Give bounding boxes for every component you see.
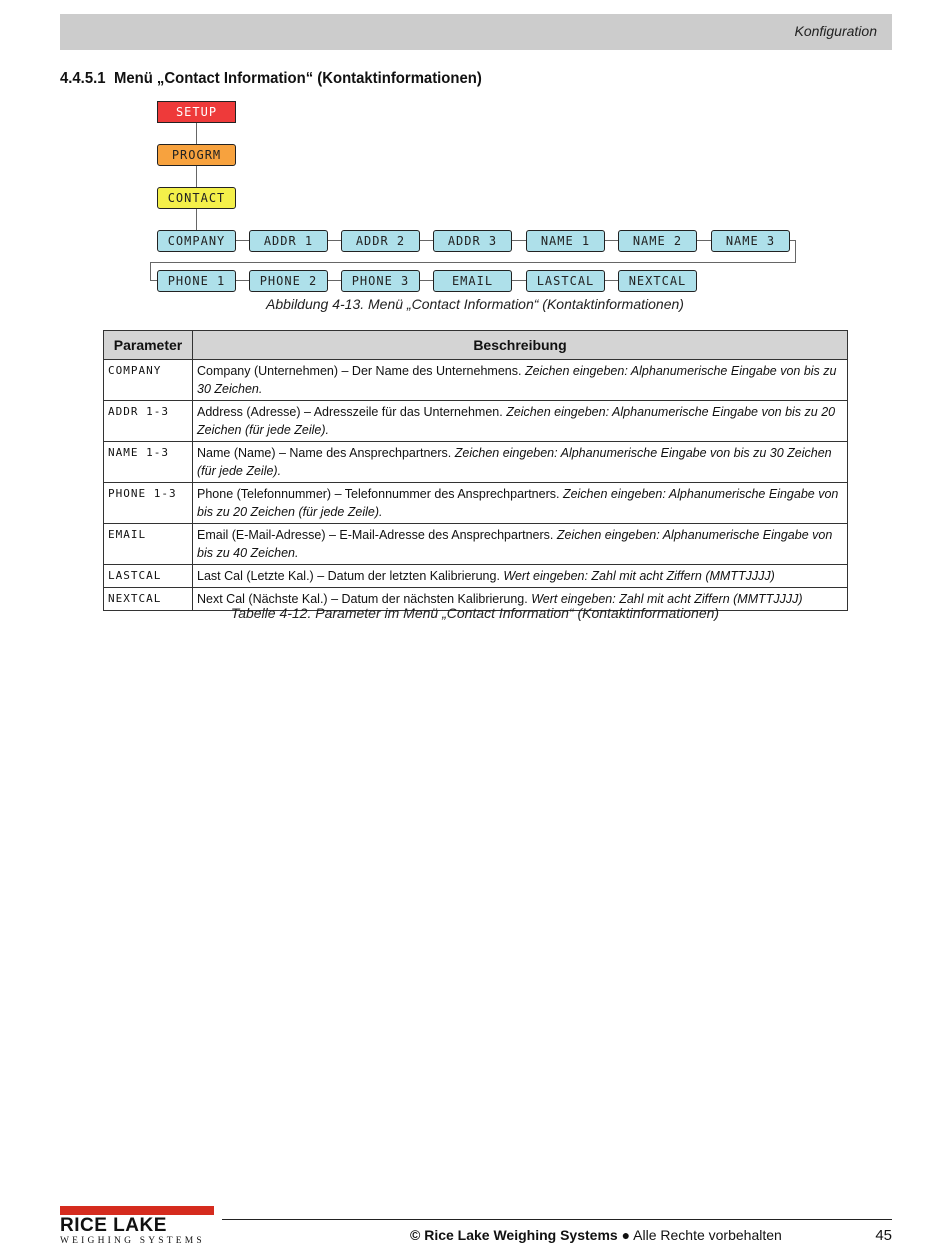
running-header-section: Konfiguration [794,23,877,39]
table-caption: Tabelle 4-12. Parameter im Menü „Contact Information“ (Kontaktinformationen) [230,605,720,621]
menu-node-addr1: ADDR 1 [249,230,328,252]
parameter-description [193,483,848,524]
table-header-row [104,331,848,360]
footer-rule [222,1219,892,1220]
description-note: Zeichen eingeben: Alphanumerische Eingabe von bis zu 30 Zeichen. [197,364,837,396]
parameter-code: EMAIL [104,524,193,565]
rice-lake-logo [60,1206,216,1247]
description-note: Zeichen eingeben: Alphanumerische Eingabe von bis zu 20 Zeichen (für jede Zeile). [197,405,836,437]
description-note: Wert eingeben: Zahl mit acht Ziffern (MMTTJJJJ) [503,569,775,583]
description-text: Name (Name) – Name des Ansprechpartners. [197,446,455,460]
description-text: Phone (Telefonnummer) – Telefonnummer des Ansprechpartners. [197,487,563,501]
parameter-code: PHONE 1-3 [104,483,193,524]
menu-node-setup: SETUP [157,101,236,123]
menu-node-phone2: PHONE 2 [249,270,328,292]
menu-node-name3: NAME 3 [711,230,790,252]
logo-red-bar [60,1206,214,1215]
menu-node-lastcal: LASTCAL [526,270,605,292]
description-note: Zeichen eingeben: Alphanumerische Eingabe von bis zu 30 Zeichen (für jede Zeile). [197,446,832,478]
table-row [104,442,848,483]
description-note: Zeichen eingeben: Alphanumerische Eingabe von bis zu 40 Zeichen. [197,528,833,560]
menu-node-nextcal: NEXTCAL [618,270,697,292]
copyright-rest: ● Alle Rechte vorbehalten [617,1227,782,1243]
description-text: Company (Unternehmen) – Der Name des Unternehmens. [197,364,525,378]
menu-node-progrm: PROGRM [157,144,236,166]
parameter-table [103,330,848,611]
table-row [104,565,848,588]
table-row [104,524,848,565]
description-text: Last Cal (Letzte Kal.) – Datum der letzten Kalibrierung. [197,569,504,583]
menu-node-addr3: ADDR 3 [433,230,512,252]
menu-node-name1: NAME 1 [526,230,605,252]
menu-node-phone1: PHONE 1 [157,270,236,292]
description-note: Wert eingeben: Zahl mit acht Ziffern (MMTTJJJJ) [531,592,803,606]
section-title: Menü „Contact Information“ (Kontaktinformationen) [113,70,482,87]
menu-node-email: EMAIL [433,270,512,292]
menu-node-contact: CONTACT [157,187,236,209]
menu-node-addr2: ADDR 2 [341,230,420,252]
description-note: Zeichen eingeben: Alphanumerische Eingabe von bis zu 20 Zeichen (für jede Zeile). [197,487,839,519]
parameter-code: LASTCAL [104,565,193,588]
parameter-code: ADDR 1-3 [104,401,193,442]
parameter-description [193,442,848,483]
footer-copyright [410,1227,782,1243]
logo-sub-text: WEIGHING SYSTEMS [60,1236,205,1246]
parameter-description [193,360,848,401]
description-text: Email (E-Mail-Adresse) – E-Mail-Adresse des Ansprechpartners. [197,528,557,542]
description-text: Address (Adresse) – Adresszeile für das Unternehmen. [197,405,507,419]
table-row [104,401,848,442]
section-number: 4.4.5.1 [60,70,106,87]
parameter-description [193,565,848,588]
page-number: 45 [875,1227,892,1244]
copyright-brand: © Rice Lake Weighing Systems [410,1227,618,1243]
logo-main-text: RICE LAKE [60,1215,167,1236]
table-row [104,360,848,401]
figure-caption: Abbildung 4-13. Menü „Contact Information“ (Kontaktinformationen) [266,296,684,312]
description-text: Next Cal (Nächste Kal.) – Datum der nächsten Kalibrierung. [197,592,532,606]
parameter-description [193,524,848,565]
parameter-code: NEXTCAL [104,588,193,611]
parameter-description [193,401,848,442]
menu-diagram [0,0,950,300]
column-header-description: Beschreibung [193,331,848,360]
menu-node-company: COMPANY [157,230,236,252]
parameter-code: COMPANY [104,360,193,401]
menu-node-phone3: PHONE 3 [341,270,420,292]
column-header-parameter: Parameter [104,331,193,360]
menu-node-name2: NAME 2 [618,230,697,252]
parameter-code: NAME 1-3 [104,442,193,483]
table-row [104,483,848,524]
